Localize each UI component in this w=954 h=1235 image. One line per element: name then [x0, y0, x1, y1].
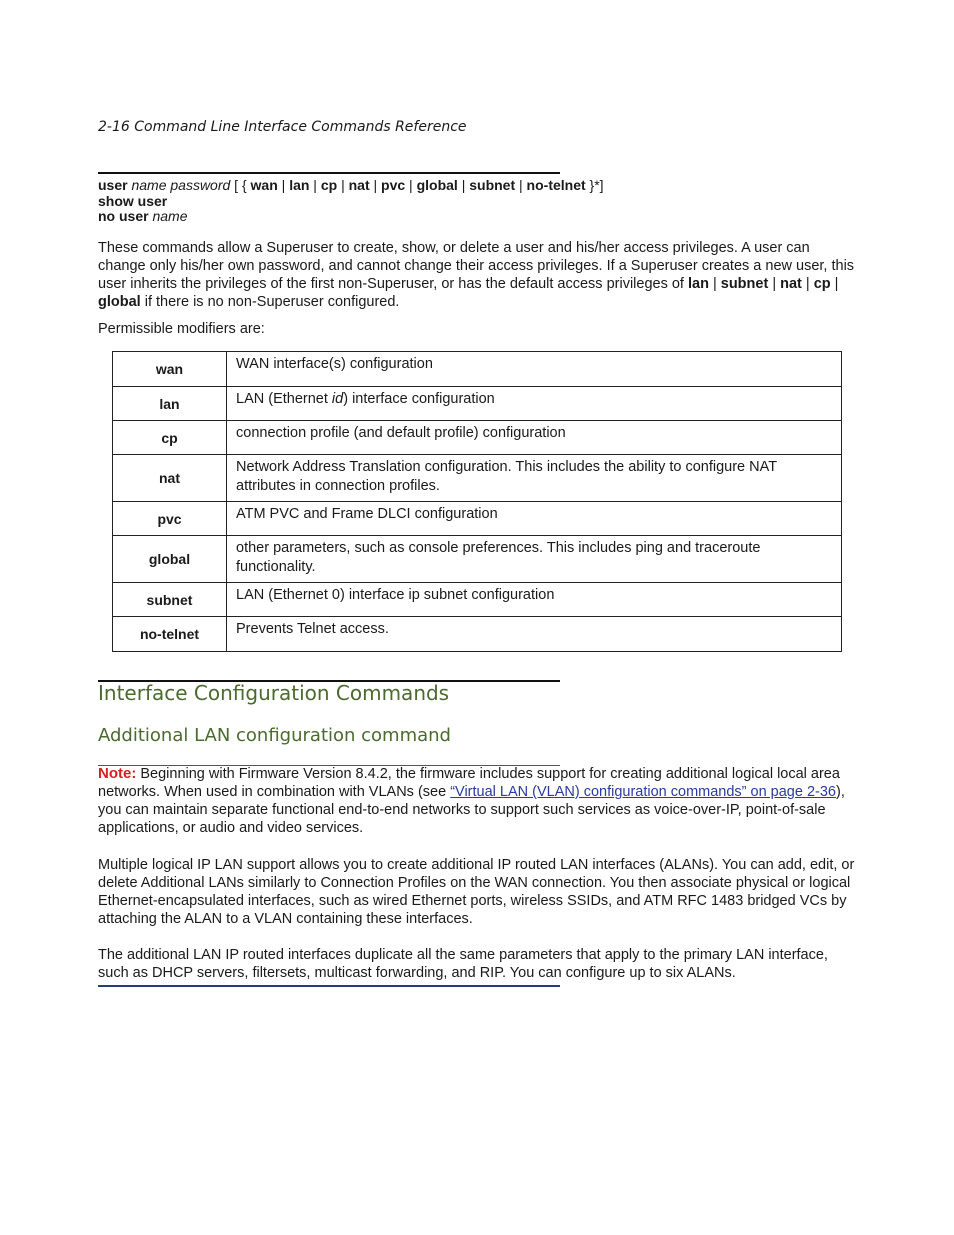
- table-row: [113, 421, 842, 455]
- modifier-key: cp: [113, 421, 227, 455]
- modifiers-table: [112, 351, 842, 652]
- modifier-desc: Network Address Translation configuration. This includes the ability to configure NAT attributes in connection profiles.: [227, 455, 842, 502]
- modifier-desc: WAN interface(s) configuration: [227, 352, 842, 387]
- table-row: [113, 583, 842, 617]
- modifier-desc: Prevents Telnet access.: [227, 617, 842, 652]
- note-label: Note:: [98, 765, 137, 782]
- subsection-heading: Additional LAN configuration command: [98, 725, 451, 746]
- syntax-line-show-user: show user: [98, 192, 168, 209]
- intro-paragraph: These commands allow a Superuser to create, show, or delete a user and his/her access privileges. A user can change only his/her own password, and cannot change their access privileges. If a Superuser creates a new user, this user inherits the privileges of the first non-Superuser, or has the default access privileges of lan | subnet | nat | cp | global if there is no non-Superuser configured.: [98, 240, 855, 310]
- note-paragraph-2: Multiple logical IP LAN support allows you to create additional IP routed LAN interfaces (ALANs). You can add, edit, or delete Additional LANs similarly to Connection Profiles on the WAN connection. You then associate physical or logical Ethernet-encapsulated interfaces, such as wired Ethernet ports, wireless SSIDs, and ATM RFC 1483 bridged VCs by attaching the ALAN to a VLAN containing these interfaces.: [98, 857, 855, 927]
- syntax-line-user: user name password [ { wan | lan | cp | nat | pvc | global | subnet | no-telnet }*]: [98, 177, 604, 193]
- modifier-desc: connection profile (and default profile) configuration: [227, 421, 842, 455]
- note-paragraph-3: The additional LAN IP routed interfaces duplicate all the same parameters that apply to the primary LAN interface, such as DHCP servers, filtersets, multicast forwarding, and RIP. You can configure up to six ALANs.: [98, 947, 828, 981]
- modifier-desc: LAN (Ethernet id) interface configuration: [227, 387, 842, 421]
- note-bottom-rule: [98, 985, 560, 987]
- modifier-key: lan: [113, 387, 227, 421]
- table-row: [113, 536, 842, 583]
- modifier-key: nat: [113, 455, 227, 502]
- modifier-desc: other parameters, such as console preferences. This includes ping and traceroute functionality.: [227, 536, 842, 583]
- table-row: [113, 387, 842, 421]
- modifier-key: wan: [113, 352, 227, 387]
- note-paragraph: Note: Beginning with Firmware Version 8.4.2, the firmware includes support for creating additional logical local area networks. When used in combination with VLANs (see “Virtual LAN (VLAN) configuration commands” on page 2-36), you can maintain separate functional end-to-end networks to support such services as voice-over-IP, point-of-sale applications, or audio and video services.: [98, 765, 845, 836]
- command-syntax: [98, 178, 604, 225]
- table-row: [113, 502, 842, 536]
- modifier-key: no-telnet: [113, 617, 227, 652]
- modifier-desc: ATM PVC and Frame DLCI configuration: [227, 502, 842, 536]
- modifier-key: global: [113, 536, 227, 583]
- syntax-line-no-user: no user name: [98, 208, 188, 224]
- vlan-cross-reference-link[interactable]: “Virtual LAN (VLAN) configuration commands” on page 2-36: [450, 784, 836, 800]
- running-head: 2-16 Command Line Interface Commands Reference: [98, 119, 467, 135]
- table-row: [113, 352, 842, 387]
- modifier-key: pvc: [113, 502, 227, 536]
- modifier-desc: LAN (Ethernet 0) interface ip subnet configuration: [227, 583, 842, 617]
- table-row: [113, 617, 842, 652]
- permissible-label: Permissible modifiers are:: [98, 321, 265, 337]
- section-heading: Interface Configuration Commands: [98, 681, 450, 705]
- modifier-key: subnet: [113, 583, 227, 617]
- table-row: [113, 455, 842, 502]
- section-rule: [98, 172, 560, 174]
